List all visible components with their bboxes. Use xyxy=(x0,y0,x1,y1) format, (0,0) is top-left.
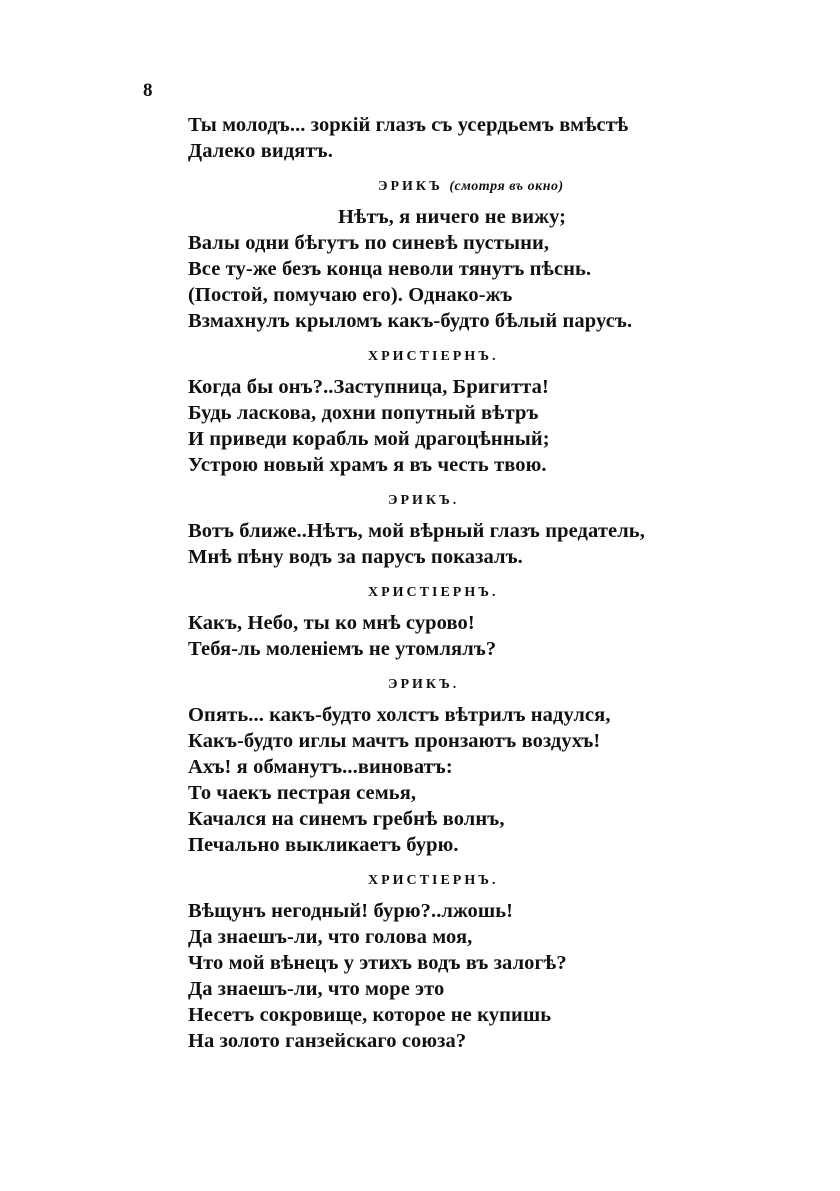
page-number: 8 xyxy=(143,80,153,101)
speaker-heading xyxy=(188,870,748,892)
speaker-name: ЭРИКЪ. xyxy=(388,493,460,508)
verse-line: Да знаешъ-ли, что море это xyxy=(188,978,445,1000)
verse-line: Будь ласкова, дохни попутный вѣтръ xyxy=(188,402,539,424)
verse-line: Ты молодъ... зоркій глазъ съ усердьемъ вмѣстѣ xyxy=(188,114,629,136)
verse-line: Далеко видятъ. xyxy=(188,140,333,162)
verse-line: Печально выкликаетъ бурю. xyxy=(188,834,459,856)
verse-block xyxy=(188,112,748,164)
verse-line: Мнѣ пѣну водъ за парусъ показалъ. xyxy=(188,546,523,568)
verse-line: Опять... какъ-будто холстъ вѣтрилъ надулся, xyxy=(188,704,611,726)
speaker-name: ХРИСТІЕРНЪ. xyxy=(368,873,499,888)
verse-block xyxy=(188,674,748,858)
speaker-heading xyxy=(188,674,748,696)
verse-line: Взмахнулъ крыломъ какъ-будто бѣлый парусъ. xyxy=(188,310,633,332)
speaker-name: ЭРИКЪ xyxy=(378,179,443,194)
verse-line: И приведи корабль мой драгоцѣнный; xyxy=(188,428,550,450)
verse-line: Какъ, Небо, ты ко мнѣ сурово! xyxy=(188,612,475,634)
speaker-heading xyxy=(188,582,748,604)
verse-line: Ахъ! я обманутъ...виноватъ: xyxy=(188,756,453,778)
verse-line: То чаекъ пестрая семья, xyxy=(188,782,417,804)
verse-line: Несетъ сокровище, которое не купишь xyxy=(188,1004,552,1026)
verse-line: Когда бы онъ?..Заступница, Бригитта! xyxy=(188,376,549,398)
speaker-name: ХРИСТІЕРНЪ. xyxy=(368,585,499,600)
verse-line: Тебя-ль моленіемъ не утомлялъ? xyxy=(188,638,497,660)
verse-line: Вотъ ближе..Нѣтъ, мой вѣрный глазъ предатель, xyxy=(188,520,645,542)
stage-direction: (смотря въ окно) xyxy=(449,179,564,194)
verse-line: Да знаешъ-ли, что голова моя, xyxy=(188,926,473,948)
verse-block xyxy=(188,346,748,478)
verse-line: Качался на синемъ гребнѣ волнъ, xyxy=(188,808,505,830)
speaker-name: ХРИСТІЕРНЪ. xyxy=(368,349,499,364)
speaker-name: ЭРИКЪ. xyxy=(388,677,460,692)
speaker-heading xyxy=(188,490,748,512)
verse-block xyxy=(188,870,748,1054)
verse-line: Какъ-будто иглы мачтъ пронзаютъ воздухъ! xyxy=(188,730,601,752)
verse-block xyxy=(188,582,748,662)
verse-line: Вѣщунъ негодный! бурю?..лжошь! xyxy=(188,900,514,922)
verse-block xyxy=(188,490,748,570)
verse-line: Нѣтъ, я ничего не вижу; xyxy=(338,206,567,228)
verse-line: (Постой, помучаю его). Однако-жъ xyxy=(188,284,513,306)
speaker-heading xyxy=(188,346,748,368)
text-block xyxy=(188,112,748,1054)
verse-line: Все ту-же безъ конца неволи тянутъ пѣснь. xyxy=(188,258,592,280)
verse-line: На золото ганзейскаго союза? xyxy=(188,1030,467,1052)
verse-line: Валы одни бѣгутъ по синевѣ пустыни, xyxy=(188,232,550,254)
speaker-heading xyxy=(188,176,748,198)
verse-block xyxy=(188,176,748,334)
verse-line: Устрою новый храмъ я въ честь твою. xyxy=(188,454,547,476)
verse-line: Что мой вѣнецъ у этихъ водъ въ залогѣ? xyxy=(188,952,567,974)
